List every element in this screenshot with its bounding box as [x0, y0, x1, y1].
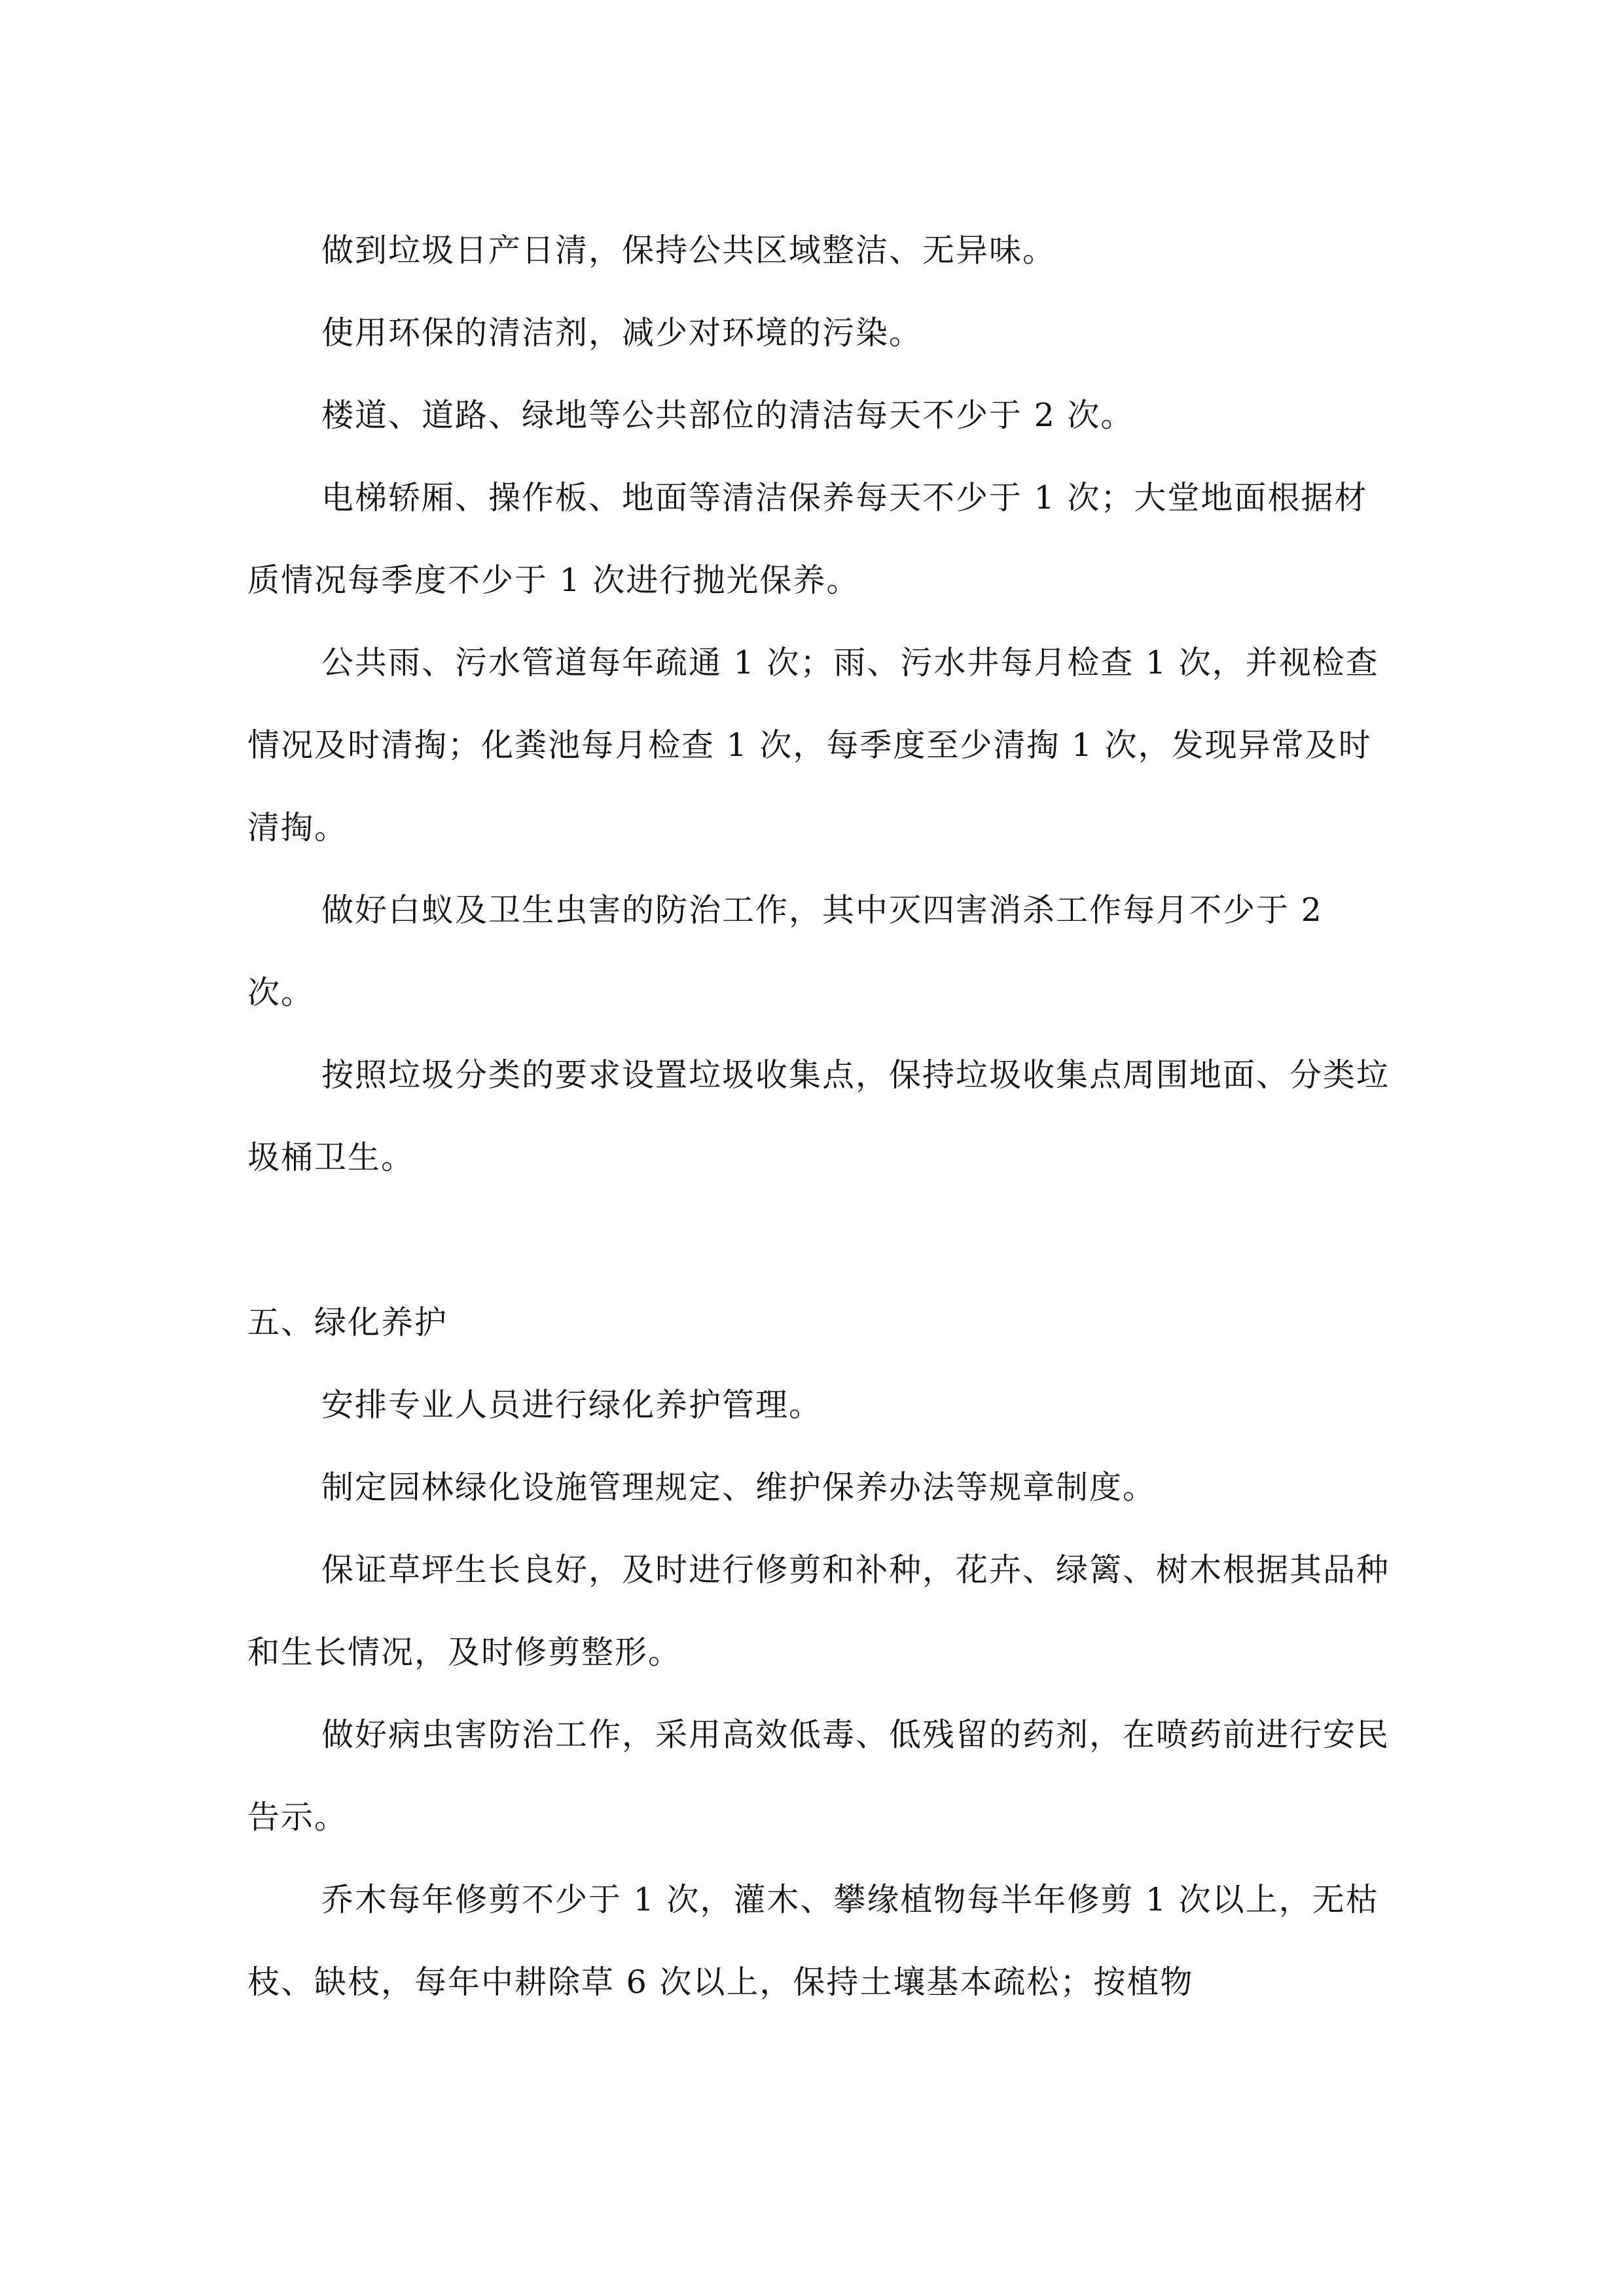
section-heading-greening: 五、绿化养护 [247, 1304, 448, 1341]
paragraph-elevator-cleaning: 电梯轿厢、操作板、地面等清洁保养每天不少于 1 次；大堂地面根据材质情况每季度不少于 1 次进行抛光保养。 [247, 479, 1368, 599]
paragraph-pest-control: 做好白蚁及卫生虫害的防治工作，其中灭四害消杀工作每月不少于 2 次。 [247, 891, 1323, 1011]
paragraph-pruning: 乔木每年修剪不少于 1 次，灌木、攀缘植物每半年修剪 1 次以上，无枯枝、缺枝，每年中耕除草 6 次以上，保持土壤基本疏松；按植物 [247, 1881, 1379, 2001]
paragraph-garbage-sorting: 按照垃圾分类的要求设置垃圾收集点，保持垃圾收集点周围地面、分类垃圾桶卫生。 [247, 1056, 1390, 1176]
paragraph-lawn-care: 保证草坪生长良好，及时进行修剪和补种，花卉、绿篱、树木根据其品种和生长情况，及时修剪整形。 [247, 1551, 1390, 1671]
paragraph-sewer-maintenance: 公共雨、污水管道每年疏通 1 次；雨、污水井每月检查 1 次，并视检查情况及时清掏；化粪池每月检查 1 次，每季度至少清掏 1 次，发现异常及时清掏。 [247, 644, 1379, 846]
paragraph-garbage-daily: 做到垃圾日产日清，保持公共区域整洁、无异味。 [321, 232, 1056, 269]
paragraph-greening-rules: 制定园林绿化设施管理规定、维护保养办法等规章制度。 [321, 1469, 1157, 1506]
paragraph-pest-prevention: 做好病虫害防治工作，采用高效低毒、低残留的药剂，在喷药前进行安民告示。 [247, 1716, 1390, 1836]
document-body [247, 209, 1394, 2024]
paragraph-greening-staff: 安排专业人员进行绿化养护管理。 [321, 1386, 823, 1424]
paragraph-public-area-cleaning: 楼道、道路、绿地等公共部位的清洁每天不少于 2 次。 [321, 397, 1134, 434]
paragraph-eco-cleaner: 使用环保的清洁剂，减少对环境的污染。 [321, 314, 923, 351]
